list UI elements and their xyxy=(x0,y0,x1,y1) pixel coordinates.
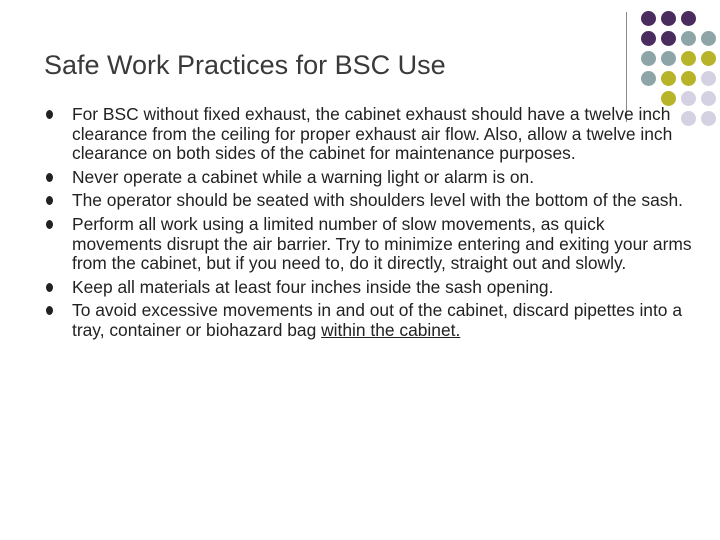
decorative-dot xyxy=(661,31,676,46)
bullet-item xyxy=(44,105,694,164)
decorative-dot xyxy=(701,91,716,106)
bullet-underlined-text: within the cabinet. xyxy=(321,319,461,340)
decorative-dot xyxy=(681,71,696,86)
bullet-item xyxy=(44,215,694,274)
decorative-dot xyxy=(681,31,696,46)
bullet-item xyxy=(44,301,694,340)
bullet-text: To avoid excessive movements in and out of the cabinet, discard pipettes into a tray, container or biohazard bag xyxy=(72,300,682,340)
decorative-dot xyxy=(661,71,676,86)
decorative-dot xyxy=(701,111,716,126)
slide-title: Safe Work Practices for BSC Use xyxy=(44,50,446,80)
bullet-text: Keep all materials at least four inches inside the sash opening. xyxy=(72,276,554,297)
bullet-icon xyxy=(46,283,53,292)
decorative-dot xyxy=(681,51,696,66)
bullet-text: Never operate a cabinet while a warning light or alarm is on. xyxy=(72,166,535,187)
decorative-dot xyxy=(661,51,676,66)
bullet-item xyxy=(44,191,694,211)
decorative-dot xyxy=(641,51,656,66)
decorative-dot xyxy=(661,11,676,26)
bullet-text: For BSC without fixed exhaust, the cabinet exhaust should have a twelve inch clearance from the ceiling for proper exhaust air flow. Also, allow a twelve inch clearance on both sides of the cabinet for maintenance purposes. xyxy=(72,104,673,164)
bullet-list xyxy=(44,105,694,345)
decorative-dot xyxy=(681,11,696,26)
decorative-dot xyxy=(641,11,656,26)
decorative-dot xyxy=(701,71,716,86)
bullet-text: The operator should be seated with shoulders level with the bottom of the sash. xyxy=(72,190,683,211)
bullet-item xyxy=(44,278,694,298)
decorative-dot xyxy=(681,91,696,106)
bullet-icon xyxy=(46,220,53,229)
bullet-icon xyxy=(46,196,53,205)
decorative-dot xyxy=(641,71,656,86)
decorative-dot xyxy=(641,31,656,46)
decorative-dot xyxy=(701,31,716,46)
bullet-icon xyxy=(46,173,53,182)
bullet-icon xyxy=(46,110,53,119)
bullet-item xyxy=(44,168,694,188)
bullet-icon xyxy=(46,306,53,315)
decorative-dot xyxy=(701,51,716,66)
bullet-text: Perform all work using a limited number of slow movements, as quick movements disrupt the air barrier. Try to minimize entering and exiting your arms from the cabinet, but if you need to, do it directly, straight out and slowly. xyxy=(72,213,692,274)
